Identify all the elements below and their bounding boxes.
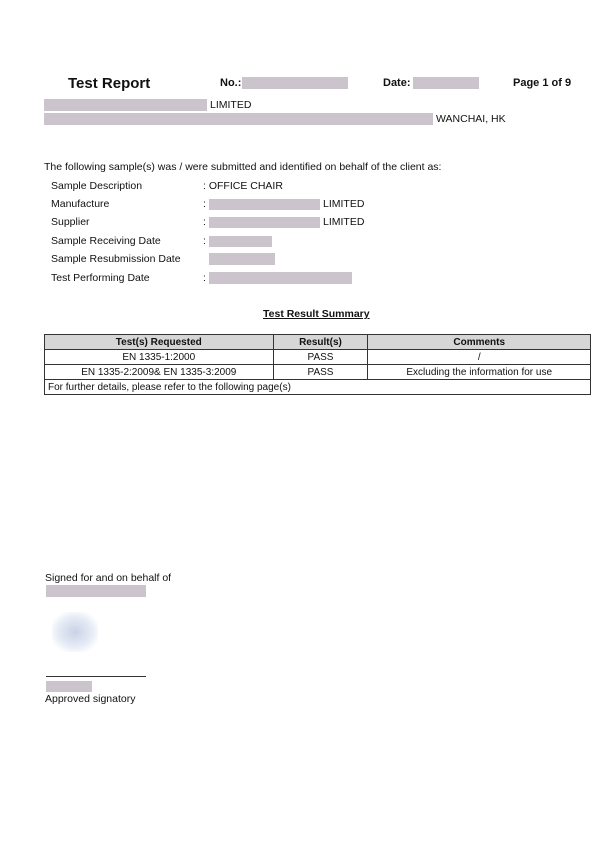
field-label-manufacture: Manufacture (51, 198, 110, 210)
field-suffix-supplier: LIMITED (323, 216, 365, 228)
table-row (45, 365, 591, 380)
performing-date-redacted (209, 272, 352, 284)
field-label-performing-date: Test Performing Date (51, 272, 150, 284)
report-number-redacted (242, 77, 348, 89)
table-note: For further details, please refer to the following page(s) (45, 380, 591, 395)
field-label-receiving-date: Sample Receiving Date (51, 235, 161, 247)
signature-line (46, 676, 146, 677)
field-colon-performing-date: : (203, 272, 206, 284)
client-name-suffix: LIMITED (210, 99, 252, 111)
field-colon-manufacture: : (203, 198, 206, 210)
supplier-redacted (209, 217, 320, 228)
summary-table (44, 334, 591, 395)
signing-company-redacted (46, 585, 146, 597)
comment-cell: Excluding the information for use (368, 365, 591, 380)
summary-title: Test Result Summary (263, 308, 370, 320)
field-colon-supplier: : (203, 216, 206, 228)
intro-text: The following sample(s) was / were submitted and identified on behalf of the client as: (44, 161, 442, 173)
field-label-supplier: Supplier (51, 216, 90, 228)
field-colon-receiving-date: : (203, 235, 206, 247)
client-address-suffix: WANCHAI, HK (436, 113, 506, 125)
field-label-resubmission-date: Sample Resubmission Date (51, 253, 181, 265)
field-suffix-manufacture: LIMITED (323, 198, 365, 210)
date-redacted (413, 77, 479, 89)
receiving-date-redacted (209, 236, 272, 247)
test-requested-cell: EN 1335-2:2009& EN 1335-3:2009 (45, 365, 274, 380)
resubmission-date-redacted (209, 253, 275, 265)
client-address-redacted (44, 113, 433, 125)
test-requested-cell: EN 1335-1:2000 (45, 350, 274, 365)
summary-header-row (45, 335, 591, 350)
comment-cell: / (368, 350, 591, 365)
report-number-label: No.: (220, 77, 242, 89)
manufacture-redacted (209, 199, 320, 210)
approved-signatory-text: Approved signatory (45, 693, 136, 705)
signatory-name-redacted (46, 681, 92, 692)
field-value-sample-description: : OFFICE CHAIR (203, 180, 283, 192)
table-note-row (45, 380, 591, 395)
result-cell: PASS (273, 365, 368, 380)
column-header-comments: Comments (368, 335, 591, 350)
page-indicator: Page 1 of 9 (513, 77, 572, 89)
result-cell: PASS (273, 350, 368, 365)
field-label-sample-description: Sample Description (51, 180, 143, 192)
date-label: Date: (383, 77, 411, 89)
column-header-results: Result(s) (273, 335, 368, 350)
report-title: Test Report (68, 75, 151, 92)
signed-for-text: Signed for and on behalf of (45, 572, 172, 584)
client-name-redacted (44, 99, 207, 111)
table-row (45, 350, 591, 365)
column-header-tests: Test(s) Requested (45, 335, 274, 350)
signature-image (52, 612, 98, 652)
